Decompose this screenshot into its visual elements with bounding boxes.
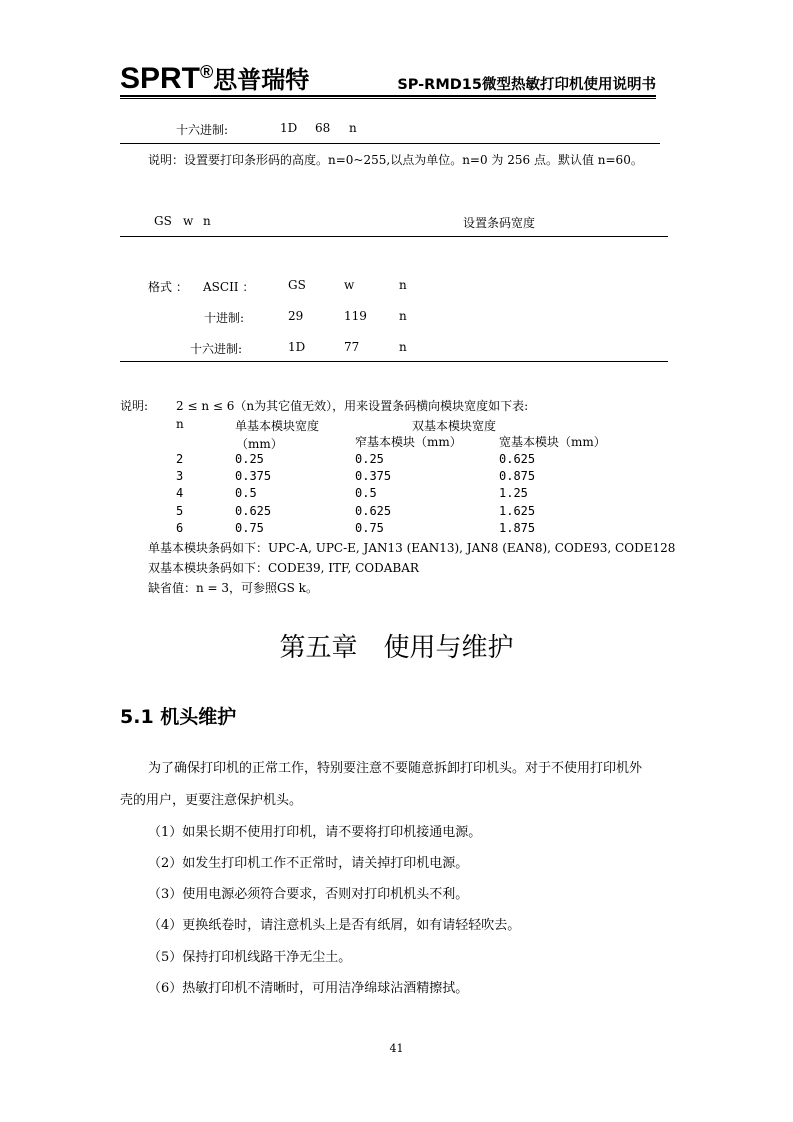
- gs-w-hex-value-2: 77: [344, 340, 360, 354]
- maintenance-item: （2）如发生打印机工作不正常时，请关掉打印机电源。: [148, 856, 469, 871]
- gs-w-cmd-1: GS: [154, 214, 172, 228]
- table-cell: 5: [176, 504, 184, 518]
- gs-w-cmd-2: w: [183, 214, 194, 228]
- explain-label: 说明:: [120, 399, 149, 413]
- gs-w-ascii-value-1: GS: [288, 278, 306, 292]
- table-header-narrow: 窄基本模块（mm）: [355, 435, 462, 449]
- gs-w-ascii-value-3: n: [399, 278, 407, 292]
- table-cell: 0.625: [499, 452, 536, 466]
- gs-w-ascii-label: ASCII ：: [203, 280, 255, 294]
- table-cell: 1.625: [499, 504, 536, 518]
- table-cell: 1.25: [499, 486, 528, 500]
- table-cell: 0.625: [355, 504, 392, 518]
- section-intro-line-2: 壳的用户，更要注意保护机头。: [120, 793, 303, 808]
- table-header-single-unit: （mm）: [236, 437, 283, 451]
- section-intro-line-1: 为了确保打印机的正常工作，特别要注意不要随意拆卸打印机头。对于不使用打印机外: [148, 761, 643, 776]
- gs-w-dec-value-3: n: [399, 309, 407, 323]
- header-divider: [120, 95, 656, 97]
- document-title: SP-RMD15微型热敏打印机使用说明书: [397, 77, 656, 93]
- gs-w-dec-label: 十进制:: [204, 311, 245, 325]
- table-cell: 3: [176, 469, 184, 483]
- registered-mark: ®: [200, 62, 214, 82]
- single-module-list: 单基本模块条码如下：UPC-A, UPC-E, JAN13 (EAN13), JAN8 (EAN8), CODE93, CODE128: [148, 541, 676, 555]
- page-number: 41: [389, 1042, 404, 1055]
- gs-w-divider-bottom: [120, 361, 668, 362]
- table-cell: 0.25: [235, 452, 264, 466]
- table-cell: 0.75: [355, 521, 384, 535]
- table-header-n: n: [176, 417, 184, 431]
- gs-h-hex-value-1: 1D: [280, 121, 298, 135]
- chapter-number: 第五章: [279, 633, 358, 663]
- table-cell: 0.625: [235, 504, 272, 518]
- gs-w-hex-value-1: 1D: [288, 340, 306, 354]
- gs-h-divider: [120, 143, 660, 144]
- gs-h-hex-label: 十六进制:: [176, 123, 229, 137]
- table-cell: 0.5: [355, 486, 377, 500]
- gs-h-hex-value-3: n: [349, 121, 357, 135]
- table-cell: 0.5: [235, 486, 257, 500]
- maintenance-item: （4）更换纸卷时，请注意机头上是否有纸屑，如有请轻轻吹去。: [148, 918, 521, 933]
- maintenance-item: （5）保持打印机线路干净无尘土。: [148, 950, 352, 965]
- table-cell: 6: [176, 521, 184, 535]
- table-cell: 0.75: [235, 521, 264, 535]
- explain-text: 2 ≤ n ≤ 6（n为其它值无效），用来设置条码横向模块宽度如下表:: [176, 399, 529, 413]
- gs-w-dec-value-2: 119: [344, 309, 367, 323]
- gs-w-format-label: 格式 ：: [148, 280, 188, 294]
- table-cell: 0.375: [355, 469, 392, 483]
- maintenance-item: （3）使用电源必须符合要求，否则对打印机机头不利。: [148, 887, 469, 902]
- default-value: 缺省值：n = 3，可参照GS k。: [148, 581, 318, 595]
- gs-w-ascii-value-2: w: [344, 278, 355, 292]
- logo: [120, 60, 309, 96]
- chapter-title: 使用与维护: [383, 633, 514, 663]
- table-header-double: 双基本模块宽度: [412, 419, 497, 433]
- table-cell: 0.875: [499, 469, 536, 483]
- table-header-wide: 宽基本模块（mm）: [499, 435, 606, 449]
- table-header-single: 单基本模块宽度: [235, 419, 320, 433]
- table-cell: 0.375: [235, 469, 272, 483]
- gs-w-hex-value-3: n: [399, 340, 407, 354]
- gs-w-hex-label: 十六进制:: [190, 342, 243, 356]
- maintenance-item: （1）如果长期不使用打印机，请不要将打印机接通电源。: [148, 825, 482, 840]
- table-cell: 4: [176, 486, 184, 500]
- logo-text: SPRT: [120, 62, 201, 95]
- header-divider-thin: [120, 98, 656, 99]
- gs-w-divider-top: [120, 236, 668, 237]
- table-cell: 1.875: [499, 521, 536, 535]
- brand-name: 思普瑞特: [213, 66, 310, 94]
- gs-h-hex-value-2: 68: [315, 121, 331, 135]
- gs-w-dec-value-1: 29: [288, 309, 304, 323]
- maintenance-item: （6）热敏打印机不清晰时，可用洁净绵球沾酒精擦拭。: [148, 981, 469, 996]
- chapter-heading: [0, 627, 793, 664]
- table-cell: 0.25: [355, 452, 384, 466]
- double-module-list: 双基本模块条码如下：CODE39, ITF, CODABAR: [148, 561, 419, 575]
- gs-w-name: 设置条码宽度: [463, 216, 536, 230]
- gs-w-cmd-3: n: [203, 214, 211, 228]
- gs-h-note: 说明：设置要打印条形码的高度。n=0~255,以点为单位。n=0 为 256 点。默认值 n=60。: [148, 153, 643, 167]
- section-title: 5.1 机头维护: [120, 706, 237, 728]
- table-cell: 2: [176, 452, 184, 466]
